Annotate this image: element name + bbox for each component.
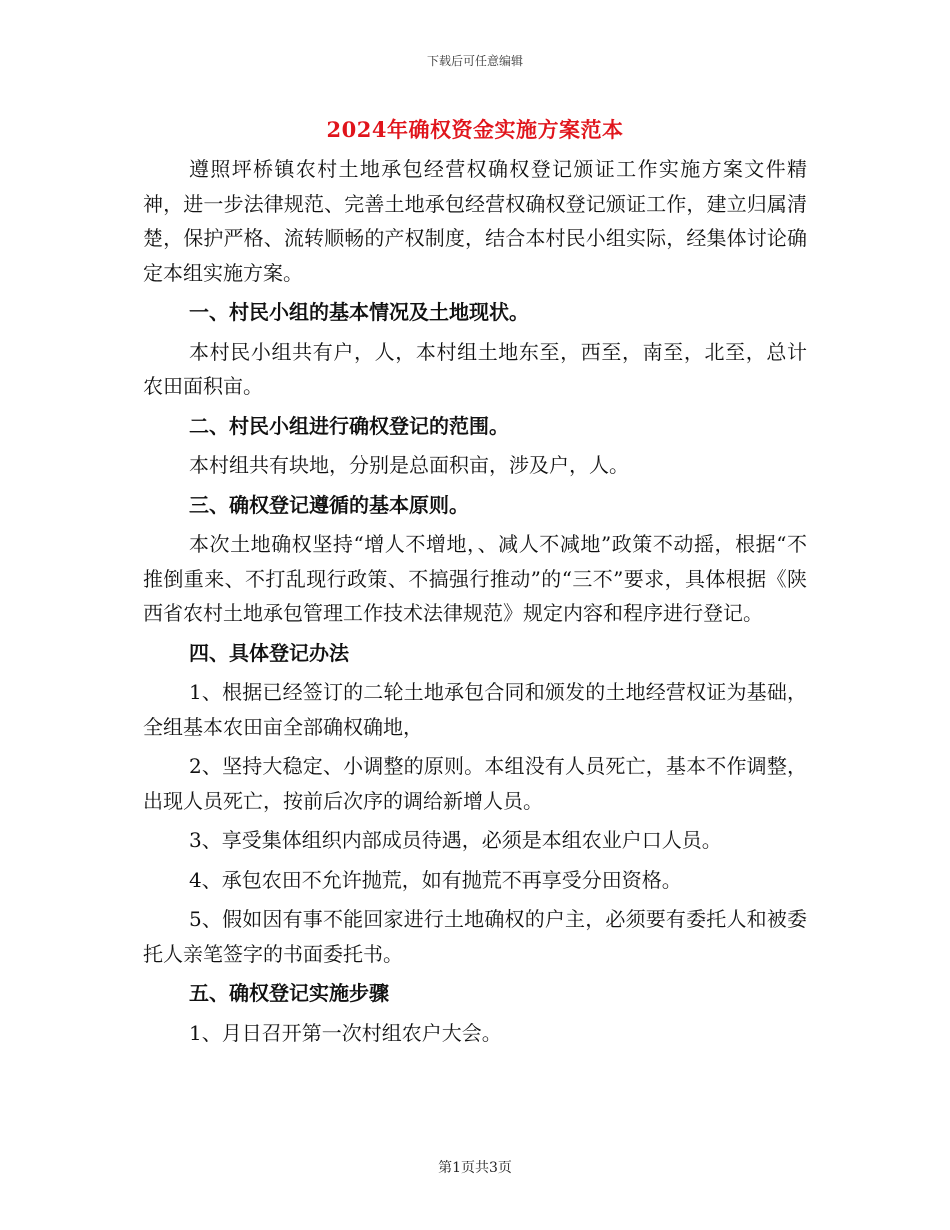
section-heading-1: 一、村民小组的基本情况及土地现状。 (189, 300, 529, 324)
section-paragraph-3: 本次土地确权坚持“增人不增地，、减人不减地”政策不动摇，根据“不推倒重来、不打乱现行政策、不搞强行推动”的“三不”要求，具体根据《陕西省农村土地承包管理工作技术法律规范》规定内容和程序进行登记。 (143, 532, 807, 625)
section-heading-3: 三、确权登记遵循的基本原则。 (189, 492, 469, 517)
section-heading-4: 四、具体登记办法 (189, 640, 349, 665)
page-footer: 第1页共3页 (438, 1160, 512, 1176)
list-item-5: 5、假如因有事不能回家进行土地确权的户主，必须要有委托人和被委托人亲笔签字的书面委托书。 (143, 907, 807, 966)
section-heading-2: 二、村民小组进行确权登记的范围。 (189, 413, 509, 438)
intro-paragraph: 遵照坪桥镇农村土地承包经营权确权登记颁证工作实施方案文件精神，进一步法律规范、完善土地承包经营权确权登记颁证工作，建立归属清楚，保护严格、流转顺畅的产权制度，结合本村民小组实际，经集体讨论确定本组实施方案。 (143, 157, 807, 285)
section-paragraph-1: 本村民小组共有户，人，本村组土地东至，西至，南至，北至，总计农田面积亩。 (143, 339, 807, 398)
list-item-3: 3、享受集体组织内部成员待遇，必须是本组农业户口人员。 (189, 828, 722, 852)
document-title: 2024年确权资金实施方案范本 (326, 117, 624, 142)
list-item-4: 4、承包农田不允许抛荒，如有抛荒不再享受分田资格。 (189, 867, 682, 892)
section-heading-5: 五、确权登记实施步骤 (189, 981, 389, 1005)
step-item-1: 1、月日召开第一次村组农户大会。 (189, 1020, 502, 1045)
header-note: 下载后可任意编辑 (426, 54, 523, 68)
list-item-1: 1、根据已经签订的二轮土地承包合同和颁发的土地经营权证为基础，全组基本农田亩全部确权确地， (143, 680, 807, 739)
list-item-2: 2、坚持大稳定、小调整的原则。本组没有人员死亡，基本不作调整，出现人员死亡，按前后次序的调给新增人员。 (143, 754, 807, 813)
document-body (143, 152, 807, 1050)
section-paragraph-2: 本村组共有块地，分别是总面积亩，涉及户，人。 (189, 453, 629, 477)
